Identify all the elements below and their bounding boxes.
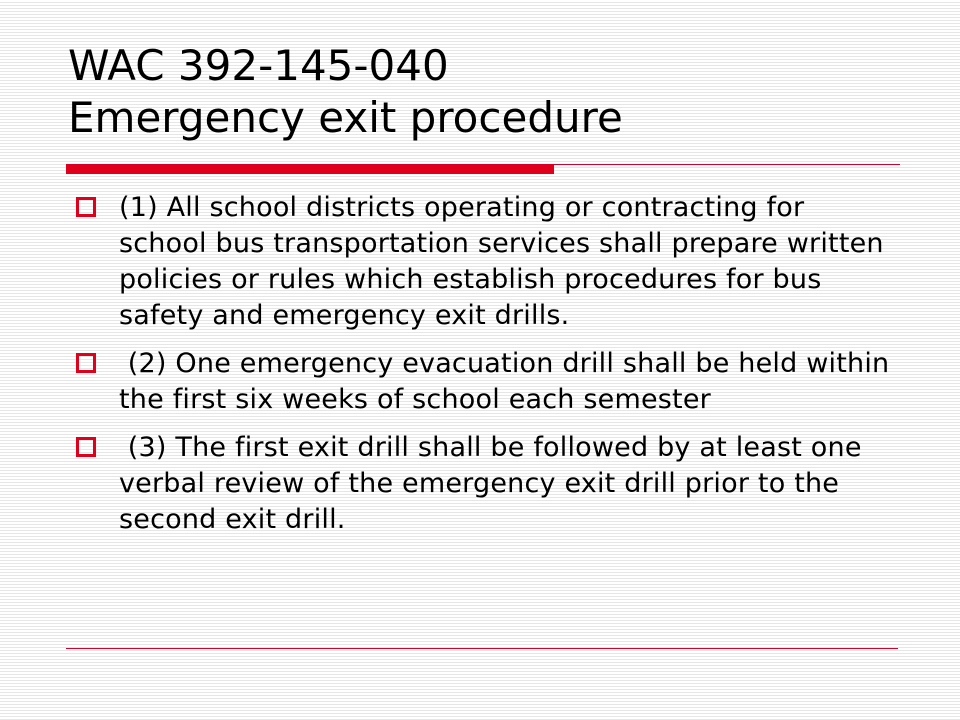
bullet-text: (1) All school districts operating or contracting for school bus transportation services shall prepare written policies or rules which establish procedures for bus safety and emergency exit drills. (119, 192, 884, 331)
bullet-item-3 (74, 430, 894, 538)
bullet-item-1 (74, 190, 894, 334)
title-line-code: WAC 392-145-040 (68, 41, 449, 90)
title-line-heading: Emergency exit procedure (68, 93, 623, 142)
hollow-square-bullet-icon (76, 353, 96, 373)
footer-divider (66, 648, 898, 649)
title-underline-accent (66, 165, 554, 174)
hollow-square-bullet-icon (76, 437, 96, 457)
hollow-square-bullet-icon (76, 197, 96, 217)
bullet-text: (3) The first exit drill shall be followed by at least one verbal review of the emergency exit drill prior to the second exit drill. (119, 432, 871, 535)
bullet-text: (2) One emergency evacuation drill shall be held within the first six weeks of school each semester (119, 348, 899, 415)
slide-title (68, 40, 928, 144)
bullet-list (74, 190, 899, 550)
bullet-item-2 (74, 346, 899, 418)
